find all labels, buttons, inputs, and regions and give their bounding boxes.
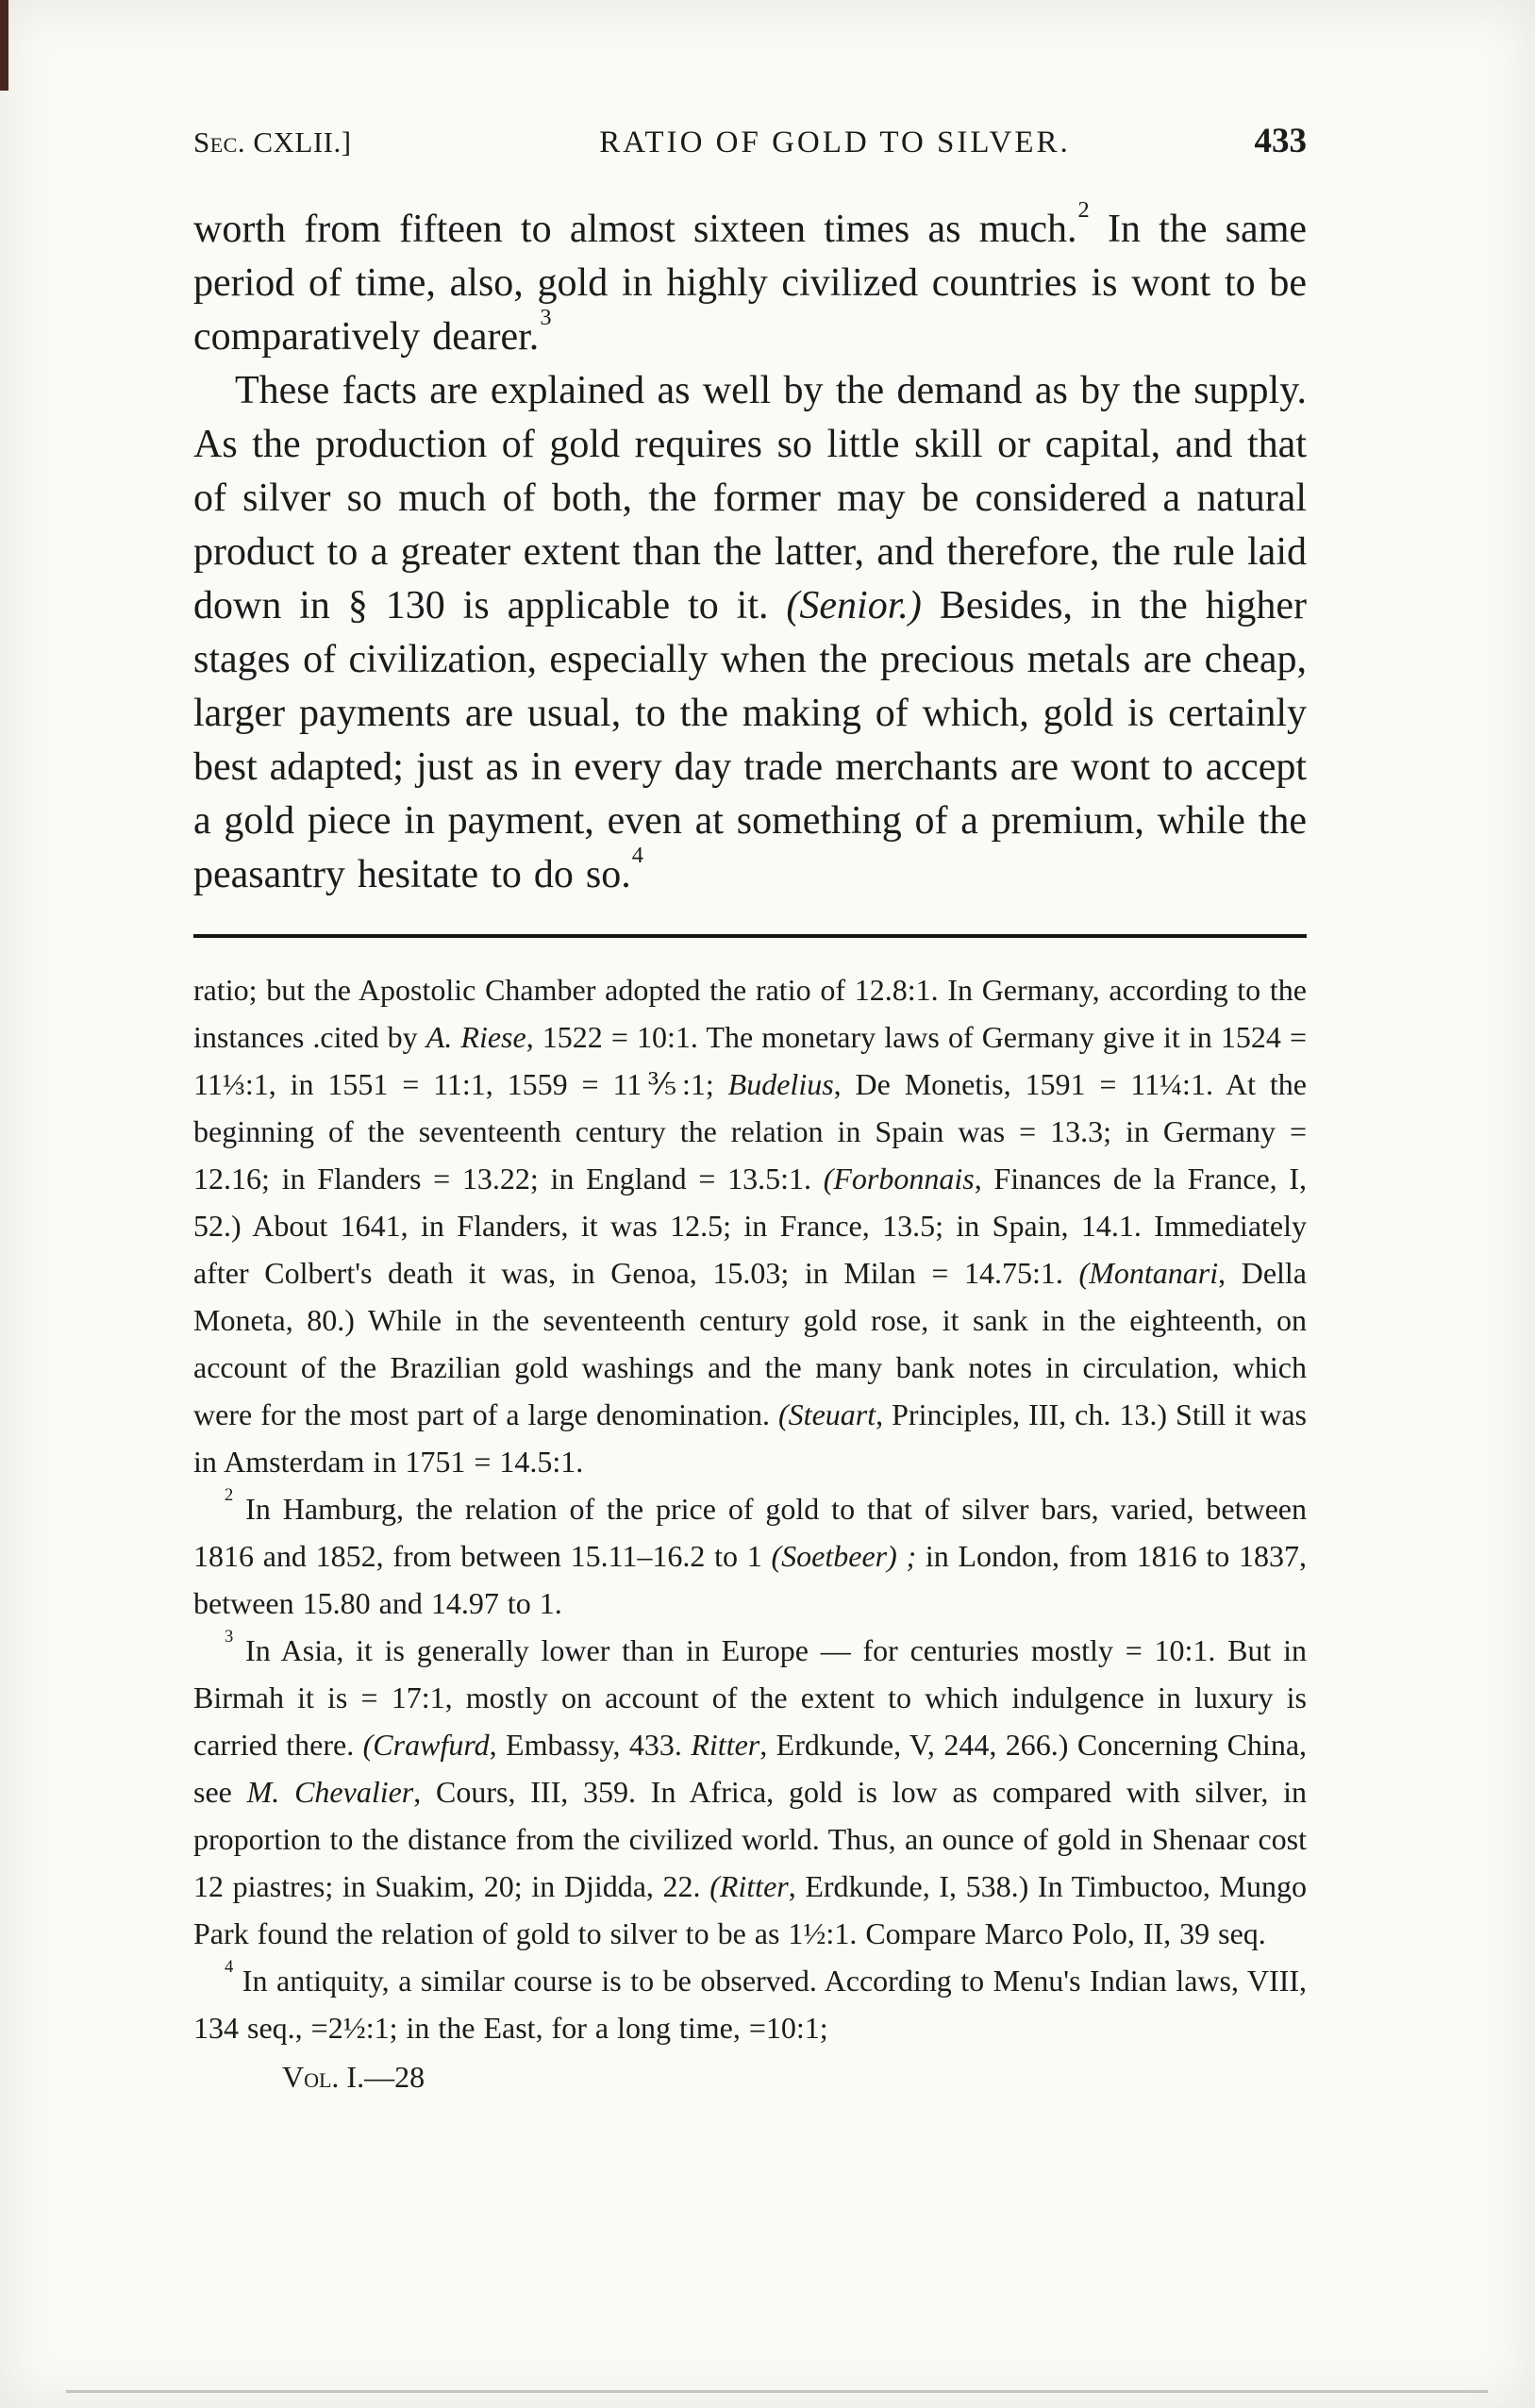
scan-artifact-bottom-edge <box>66 2390 1488 2393</box>
text-segment: , Embassy, 433. <box>489 1728 692 1762</box>
text-segment: , Erdkunde, I, 538.) In Timbuctoo, Mungo Park found the relation of gold to silver to be as 1½:1. Compare Marco Polo, II, 39 seq. <box>193 1869 1308 1950</box>
text-segment: , Erdkunde, V, 244, 266.) Concerning China, see <box>193 1728 1308 1809</box>
section-label: Sec. CXLII.] <box>193 125 352 159</box>
footnote-section <box>193 966 1307 2051</box>
volume-signature-text: Vol. I.—28 <box>282 2060 425 2094</box>
italic-text: (Senior.) <box>786 584 922 627</box>
paragraph <box>193 1957 1307 2051</box>
paragraph <box>193 966 1307 1485</box>
text-segment: , Cours, III, 359. In Africa, gold is low as compared with silver, in proportion to the distance from the civilized world. Thus, an ounce of gold in Shenaar cost 12 piastres; in Suakim, 20; in Djidda, 22. <box>193 1775 1308 1903</box>
footnote-divider <box>193 934 1307 938</box>
text-segment: in London, from 1816 to 1837, between 15.80 and 14.97 to 1. <box>193 1539 1308 1620</box>
italic-text: (Soetbeer) ; <box>771 1539 917 1573</box>
paragraph <box>193 1627 1307 1957</box>
text-segment: In Asia, it is generally lower than in Europe — for centuries mostly = 10:1. But in Birmah it is = 17:1, mostly on account of the extent to which indulgence in luxury is carried there. <box>193 1633 1307 1762</box>
italic-text: (Forbonnais <box>823 1162 975 1196</box>
text-segment: Besides, in the higher stages of civilization, especially when the precious metals are cheap, larger payments are usual, to the making of which, gold is certainly best adapted; just as in every day trade merchants are wont to accept a gold piece in payment, even at something of a premium, while the peasantry hesitate to do so. <box>193 584 1307 896</box>
text-segment: , 1522 = 10:1. The monetary laws of Germany give it in 1524 = 11⅓:1, in 1551 = 11:1, 1559 = 11⅗:1; <box>193 1020 1308 1101</box>
text-segment: , Della Moneta, 80.) While in the seventeenth century gold rose, it sank in the eighteenth, on account of the Brazilian gold washings and the many bank notes in circulation, which were for the most part of a large denomination. <box>193 1256 1308 1431</box>
paragraph <box>193 197 1307 364</box>
text-segment: , De Monetis, 1591 = 11¼:1. At the beginning of the seventeenth century the relation in Spain was = 13.3; in Germany = 12.16; in Flanders = 13.22; in England = 13.5:1. <box>193 1067 1308 1196</box>
italic-text: (Steuart <box>778 1397 876 1431</box>
text-segment: worth from fifteen to almost sixteen times as much. <box>193 208 1077 251</box>
text-segment: In Hamburg, the relation of the price of gold to that of silver bars, varied, between 1816 and 1852, from between 15.11–16.2 to 1 <box>193 1492 1307 1573</box>
italic-text: M. Chevalier <box>246 1775 414 1809</box>
paragraph <box>193 1485 1307 1627</box>
text-segment: ratio; but the Apostolic Chamber adopted the ratio of 12.8:1. In Germany, according to the instances .cited by <box>193 973 1307 1054</box>
volume-signature <box>193 2053 1307 2100</box>
text-segment: In the same period of time, also, gold in highly civilized countries is wont to be comparatively dearer. <box>193 208 1307 359</box>
footnote-reference: 2 <box>1077 197 1090 224</box>
body-text <box>193 197 1307 902</box>
page-number: 433 <box>1254 122 1307 160</box>
footnote-reference: 2 <box>225 1485 234 1505</box>
text-segment: These facts are explained as well by the demand as by the supply. As the production of gold requires so little skill or capital, and that of silver so much of both, the former may be considered a natural product to a greater extent than the latter, and therefore, the rule laid down in § 130 is applicable to it. <box>193 369 1307 627</box>
text-block <box>193 121 1307 2100</box>
footnote-reference: 3 <box>225 1627 234 1647</box>
running-header <box>193 121 1307 161</box>
text-segment: , Principles, III, ch. 13.) Still it was in Amsterdam in 1751 = 14.5:1. <box>193 1397 1308 1479</box>
page-title: RATIO OF GOLD TO SILVER. <box>599 125 1071 159</box>
italic-text: A. Riese <box>425 1020 526 1054</box>
footnote-reference: 3 <box>540 305 552 331</box>
footnote-reference: 4 <box>631 843 643 869</box>
italic-text: (Montanari <box>1078 1256 1219 1290</box>
italic-text: (Ritter <box>709 1869 789 1903</box>
italic-text: Budelius <box>727 1067 834 1101</box>
paragraph <box>193 364 1307 902</box>
scan-artifact-left-edge <box>0 0 8 91</box>
italic-text: (Crawfurd <box>362 1728 490 1762</box>
text-segment: In antiquity, a similar course is to be observed. According to Menu's Indian laws, VIII, 134 seq., =2½:1; in the East, for a long time, =10:1; <box>193 1964 1307 2045</box>
italic-text: Ritter <box>691 1728 760 1762</box>
text-segment: , Finances de la France, I, 52.) About 1641, in Flanders, it was 12.5; in France, 13.5; in Spain, 14.1. Immediately after Colbert's death it was, in Genoa, 15.03; in Milan = 14.75:1. <box>193 1162 1307 1290</box>
footnote-reference: 4 <box>225 1957 234 1977</box>
